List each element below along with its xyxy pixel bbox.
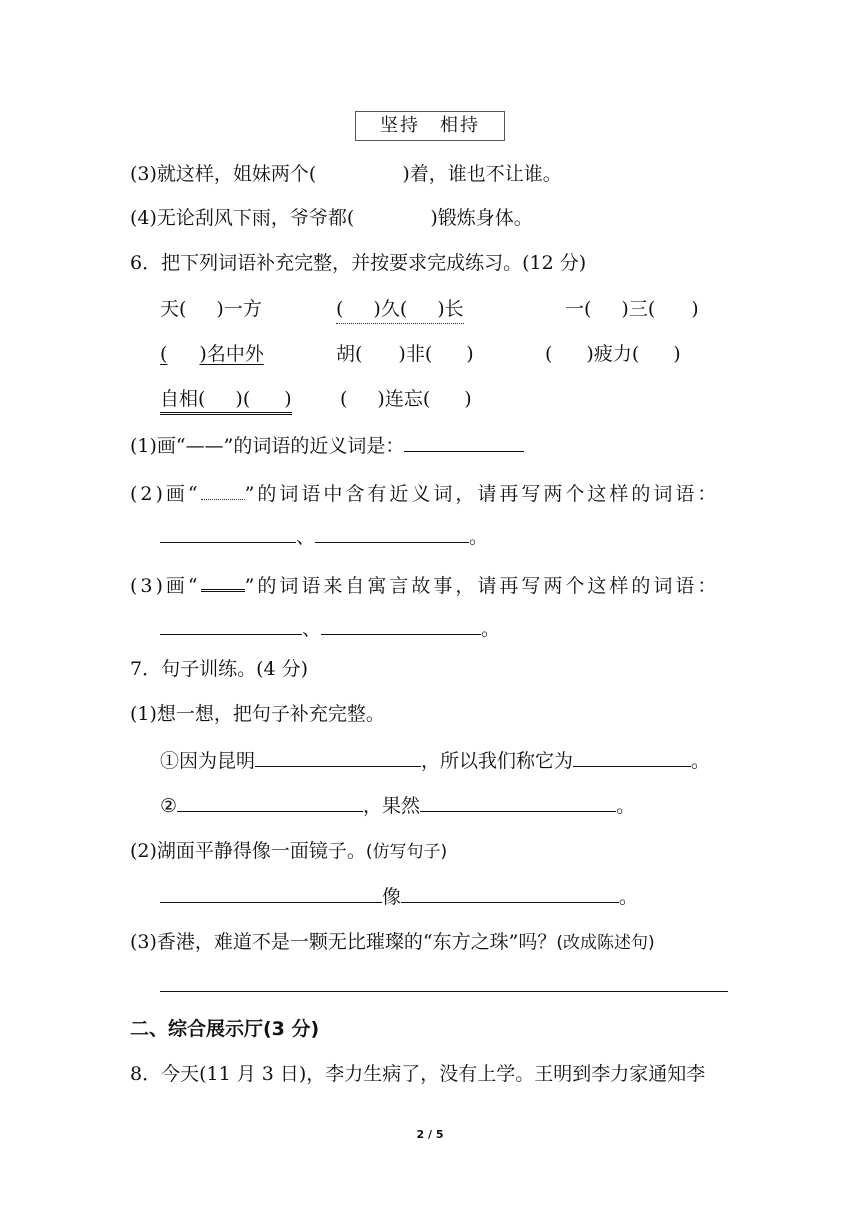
- idiom-zi-xiang-mao-dun: 自相( )( ): [160, 387, 292, 415]
- idiom-liu-lian-wang-fan: ( )连忘( ): [340, 388, 472, 410]
- answer-blank[interactable]: [160, 524, 296, 543]
- q6-part-2-answers: 、 。: [160, 524, 488, 549]
- page-number: 2 / 5: [416, 1128, 444, 1141]
- idiom-tian-ya-yi-fang: 天( )一方: [160, 298, 262, 320]
- answer-blank[interactable]: [404, 433, 524, 452]
- q7-part-3-answer-line[interactable]: [160, 991, 728, 992]
- q6-part-2: (2)画“ ”的词语中含有近义词，请再写两个这样的词语：: [130, 479, 719, 506]
- q7-complete-1: ①因为昆明 ，所以我们称它为 。: [160, 750, 711, 772]
- idiom-hu-zuo-fei-wei: 胡( )非( ): [336, 343, 474, 365]
- section-2-heading: 二、综合展示厅(3 分): [130, 1018, 320, 1040]
- answer-blank[interactable]: [177, 793, 363, 812]
- idiom-jin-pi-li-jin: ( )疲力( ): [545, 343, 681, 365]
- answer-blank[interactable]: [255, 748, 421, 767]
- q5-sentence-3: (3)就这样，姐妹两个( )着，谁也不让谁。: [130, 163, 562, 185]
- answer-blank[interactable]: [573, 748, 691, 767]
- answer-blank[interactable]: [315, 524, 469, 543]
- answer-blank[interactable]: [321, 616, 481, 635]
- word-choice-box: 坚持 相持: [355, 111, 505, 141]
- answer-blank[interactable]: [160, 616, 302, 635]
- q7-complete-2: ② ，果然 。: [160, 795, 636, 817]
- q6-part-3-answers: 、 。: [160, 616, 500, 641]
- q6-part-3: (3)画“ ”的词语来自寓言故事，请再写两个这样的词语：: [130, 570, 719, 598]
- q7-title: 7．句子训练。(4 分): [130, 658, 309, 680]
- answer-blank[interactable]: [160, 884, 382, 903]
- q7-part-2: (2)湖面平静得像一面镜子。(仿写句子): [130, 840, 448, 862]
- q7-part-2-answer: 像 。: [160, 884, 638, 909]
- q8-text: 8．今天(11 月 3 日)，李力生病了，没有上学。王明到李力家通知李: [130, 1063, 706, 1085]
- q6-part-1: (1)画“——”的词语的近义词是：: [130, 433, 524, 458]
- idiom-wen-ming-zhong-wai: ( )名中外: [160, 343, 264, 365]
- answer-blank[interactable]: [401, 884, 619, 903]
- q7-part-3: (3)香港，难道不是一颗无比璀璨的“东方之珠”吗？(改成陈述句): [130, 931, 655, 953]
- answer-blank[interactable]: [420, 793, 616, 812]
- q5-sentence-4: (4)无论刮风下雨，爷爷都( )锻炼身体。: [130, 207, 533, 229]
- q7-part-1: (1)想一想，把句子补充完整。: [130, 703, 385, 725]
- idiom-tian-chang-di-jiu: ( )久( )长: [336, 297, 464, 324]
- q6-title: 6．把下列词语补充完整，并按要求完成练习。(12 分): [130, 252, 587, 274]
- idiom-yi-er-san: 一( )三( ): [565, 298, 699, 320]
